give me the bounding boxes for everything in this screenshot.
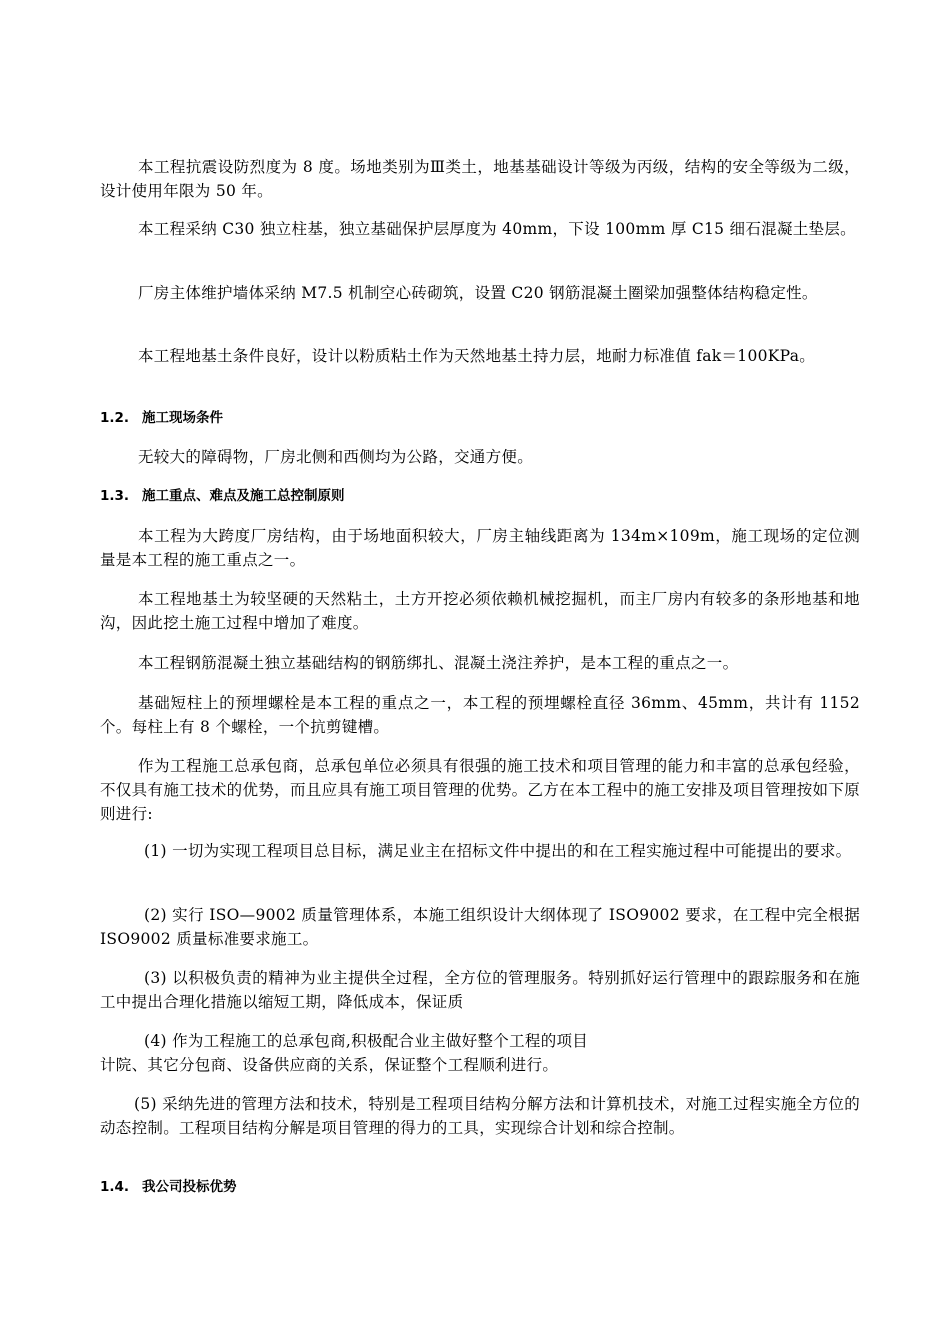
paragraph-site-conditions: 无较大的障碍物，厂房北侧和西侧均为公路，交通方便。: [138, 448, 534, 466]
list-item-4-line-2: 计院、其它分包商、设备供应商的关系，保证整个工程顺利进行。: [100, 1056, 559, 1074]
section-heading-1-3: [100, 486, 860, 506]
paragraph-seismic: 本工程抗震设防烈度为 8 度。场地类别为Ⅲ类土，地基基础设计等级为丙级，结构的安全等级为二级，设计使用年限为 50 年。: [100, 158, 860, 200]
section-number: 1.3.: [100, 488, 130, 504]
section-title: 我公司投标优势: [142, 1179, 237, 1195]
list-item-1: (1) 一切为实现工程项目总目标，满足业主在招标文件中提出的和在工程实施过程中可能提出的要求。: [144, 842, 852, 860]
paragraph-wall: 厂房主体维护墙体采纳 M7.5 机制空心砖砌筑，设置 C20 钢筋混凝土圈梁加强整体结构稳定性。: [138, 284, 818, 302]
section-title: 施工现场条件: [142, 410, 223, 426]
paragraph-span: 本工程为大跨度厂房结构，由于场地面积较大，厂房主轴线距离为 134m×109m，施工现场的定位测量是本工程的施工重点之一。: [100, 527, 860, 569]
paragraph-bolts: 基础短柱上的预埋螺栓是本工程的重点之一，本工程的预埋螺栓直径 36mm、45mm，共计有 1152 个。每柱上有 8 个螺栓，一个抗剪键槽。: [100, 694, 860, 736]
section-heading-1-2: [100, 408, 860, 428]
section-title: 施工重点、难点及施工总控制原则: [142, 488, 345, 504]
list-item-5: (5) 采纳先进的管理方法和技术，特别是工程项目结构分解方法和计算机技术，对施工过程实施全方位的动态控制。工程项目结构分解是项目管理的得力的工具，实现综合计划和综合控制。: [100, 1095, 860, 1137]
list-item-4-line-1: (4) 作为工程施工的总承包商,积极配合业主做好整个工程的项目: [144, 1032, 589, 1050]
paragraph-foundation: 本工程采纳 C30 独立柱基，独立基础保护层厚度为 40mm，下设 100mm 厚 C15 细石混凝土垫层。: [138, 220, 856, 238]
list-item-2: (2) 实行 ISO—9002 质量管理体系，本施工组织设计大纲体现了 ISO9002 要求，在工程中完全根据 ISO9002 质量标准要求施工。: [100, 906, 860, 948]
section-number: 1.4.: [100, 1179, 130, 1195]
section-number: 1.2.: [100, 410, 130, 426]
list-item-3: (3) 以积极负责的精神为业主提供全过程，全方位的管理服务。特别抓好运行管理中的跟踪服务和在施工中提出合理化措施以缩短工期，降低成本，保证质: [100, 969, 860, 1011]
paragraph-subsoil: 本工程地基土条件良好，设计以粉质粘土作为天然地基土持力层，地耐力标准值 fak＝100KPa。: [138, 347, 816, 365]
paragraph-rebar: 本工程钢筋混凝土独立基础结构的钢筋绑扎、混凝土浇注养护，是本工程的重点之一。: [138, 654, 739, 672]
paragraph-contractor: 作为工程施工总承包商，总承包单位必须具有很强的施工技术和项目管理的能力和丰富的总承包经验，不仅具有施工技术的优势，而且应具有施工项目管理的优势。乙方在本工程中的施工安排及项目管理按如下原则进行:: [100, 757, 860, 823]
section-heading-1-4: [100, 1177, 860, 1197]
paragraph-excavation: 本工程地基土为较坚硬的天然粘土，土方开挖必须依赖机械挖掘机，而主厂房内有较多的条形地基和地沟，因此挖土施工过程中增加了难度。: [100, 590, 860, 632]
